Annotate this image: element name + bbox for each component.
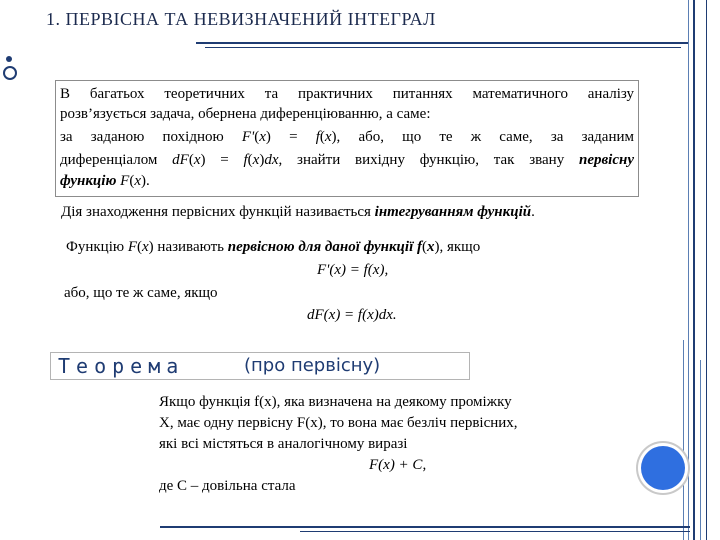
theorem-line-2: X, має одну первісну F(x), то вона має безліч первісних, bbox=[159, 415, 518, 431]
theorem-line-5: де C – довільна стала bbox=[159, 478, 296, 494]
right-vertical-line-2 bbox=[688, 0, 689, 540]
bullet-dot-ring bbox=[3, 66, 17, 80]
theorem-line-1: Якщо функція f(x), яка визначена на деякому проміжку bbox=[159, 394, 512, 410]
bottom-line-thin bbox=[300, 531, 690, 532]
decorative-circle bbox=[641, 446, 685, 490]
title-underline-thin bbox=[205, 47, 681, 48]
right-vertical-line bbox=[693, 0, 695, 540]
title-underline bbox=[196, 42, 688, 44]
right-vertical-line-4 bbox=[683, 340, 684, 540]
integration-sentence: Дія знаходження первісних функцій називається інтегруванням функцій. bbox=[61, 204, 535, 220]
theorem-formula: F(x) + C, bbox=[369, 457, 427, 473]
intro-line-1: В багатьох теоретичних та практичних питаннях математичного аналізу bbox=[60, 86, 634, 102]
right-vertical-line-5 bbox=[700, 360, 701, 540]
definition-line-1: Функцію F(x) називають первісною для даної функції f(x), якщо bbox=[66, 239, 481, 255]
definition-line-3: або, що те ж саме, якщо bbox=[64, 285, 218, 301]
definition-formula-2: dF(x) = f(x)dx. bbox=[307, 307, 397, 323]
theorem-line-3: які всі містяться в аналогічному виразі bbox=[159, 436, 408, 452]
theorem-label: Теорема bbox=[58, 354, 185, 378]
page-title: 1. ПЕРВІСНА ТА НЕВИЗНАЧЕНИЙ ІНТЕГРАЛ bbox=[46, 9, 436, 29]
intro-line-2: розв’язується задача, обернена диференціюванню, а саме: bbox=[60, 106, 431, 122]
definition-formula-1: F'(x) = f(x), bbox=[317, 262, 389, 278]
intro-line-4: диференціалом dF(x) = f(x)dx, знайти вихідну функцію, так звану первісну bbox=[60, 152, 634, 168]
intro-line-3: за заданою похідною F'(x) = f(x), або, що те ж саме, за заданим bbox=[60, 129, 634, 145]
theorem-subtitle: (про первісну) bbox=[244, 355, 381, 376]
bottom-line bbox=[160, 526, 690, 528]
right-vertical-line-3 bbox=[706, 0, 707, 540]
bullet-dot-small bbox=[6, 56, 12, 62]
intro-line-5: функцію F(x). bbox=[60, 173, 150, 189]
